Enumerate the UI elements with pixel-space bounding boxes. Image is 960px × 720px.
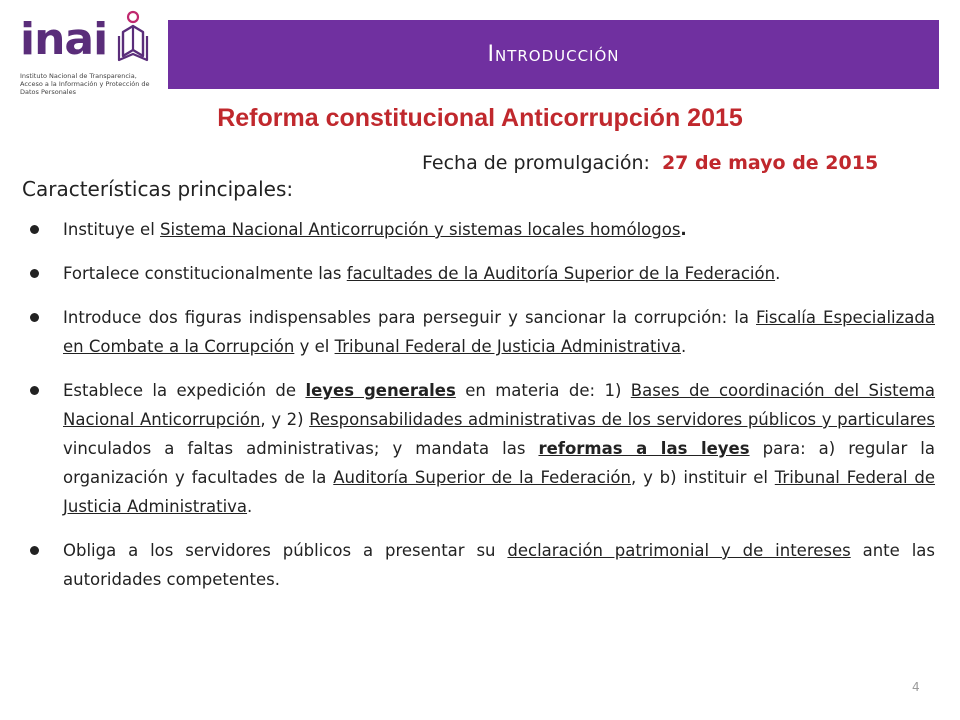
text-run: . bbox=[775, 264, 781, 283]
underlined-term: declaración patrimonial y de intereses bbox=[507, 541, 851, 560]
text-run: vinculados a faltas administrativas; y mandata las bbox=[63, 439, 539, 458]
emphasized-term: reformas a las leyes bbox=[538, 439, 750, 458]
bullet-icon bbox=[30, 225, 39, 234]
underlined-term: Bases de coordinación del Sistema Nacional Anticorrupción bbox=[63, 381, 935, 429]
list-item bbox=[30, 376, 935, 521]
text-run: . bbox=[680, 337, 687, 356]
promulgation-label: Fecha de promulgación: bbox=[422, 152, 650, 174]
text-run: y el bbox=[294, 337, 335, 356]
text-run: Introduce dos figuras indispensables para perseguir y sancionar la corrupción: la bbox=[63, 308, 757, 327]
text-run: Establece la expedición de bbox=[63, 381, 306, 400]
underlined-term: Auditoría Superior de la Federación bbox=[333, 468, 631, 487]
section-title: Características principales: bbox=[22, 177, 294, 201]
logo-wordmark: inai bbox=[20, 14, 108, 65]
inai-logo bbox=[20, 10, 155, 95]
book-person-icon bbox=[111, 10, 151, 70]
text-run: en materia de: 1) bbox=[455, 381, 631, 400]
text-run: para: a) regular la organización y facultades de la bbox=[63, 439, 935, 487]
promulgation-line bbox=[422, 152, 878, 174]
slide-subtitle: Reforma constitucional Anticorrupción 2015 bbox=[217, 104, 743, 132]
text-run: . bbox=[680, 220, 687, 239]
bullet-icon bbox=[30, 269, 39, 278]
page-number: 4 bbox=[912, 680, 920, 694]
text-run: , y 2) bbox=[260, 410, 310, 429]
text-run: Obliga a los servidores públicos a presentar su bbox=[63, 541, 508, 560]
list-item bbox=[30, 303, 935, 361]
text-run: ante las autoridades competentes. bbox=[63, 541, 935, 589]
list-item bbox=[30, 215, 935, 244]
underlined-term: Tribunal Federal de Justicia Administrativa bbox=[334, 337, 681, 356]
emphasized-term: leyes generales bbox=[305, 381, 456, 400]
title-banner bbox=[168, 20, 939, 89]
underlined-term: Responsabilidades administrativas de los servidores públicos y particulares bbox=[309, 410, 935, 429]
underlined-term: Fiscalía Especializada en Combate a la Corrupción bbox=[63, 308, 935, 356]
promulgation-date: 27 de mayo de 2015 bbox=[661, 152, 879, 174]
list-item bbox=[30, 536, 935, 594]
underlined-term: facultades de la Auditoría Superior de la Federación bbox=[346, 264, 776, 283]
banner-title: Introducción bbox=[487, 42, 620, 67]
bullet-icon bbox=[30, 386, 39, 395]
underlined-term: Sistema Nacional Anticorrupción y sistemas locales homólogos bbox=[160, 220, 681, 239]
logo-row bbox=[20, 10, 155, 70]
bullet-icon bbox=[30, 546, 39, 555]
characteristics-list bbox=[30, 215, 935, 609]
text-run: , y b) instituir el bbox=[631, 468, 775, 487]
logo-subtitle: Instituto Nacional de Transparencia, Acceso a la Información y Protección de Datos Personales bbox=[20, 72, 150, 96]
text-run: Fortalece constitucionalmente las bbox=[63, 264, 347, 283]
list-item bbox=[30, 259, 935, 288]
text-run: . bbox=[247, 497, 253, 516]
bullet-icon bbox=[30, 313, 39, 322]
underlined-term: Tribunal Federal de Justicia Administrativa bbox=[63, 468, 936, 516]
text-run: Instituye el bbox=[63, 220, 161, 239]
